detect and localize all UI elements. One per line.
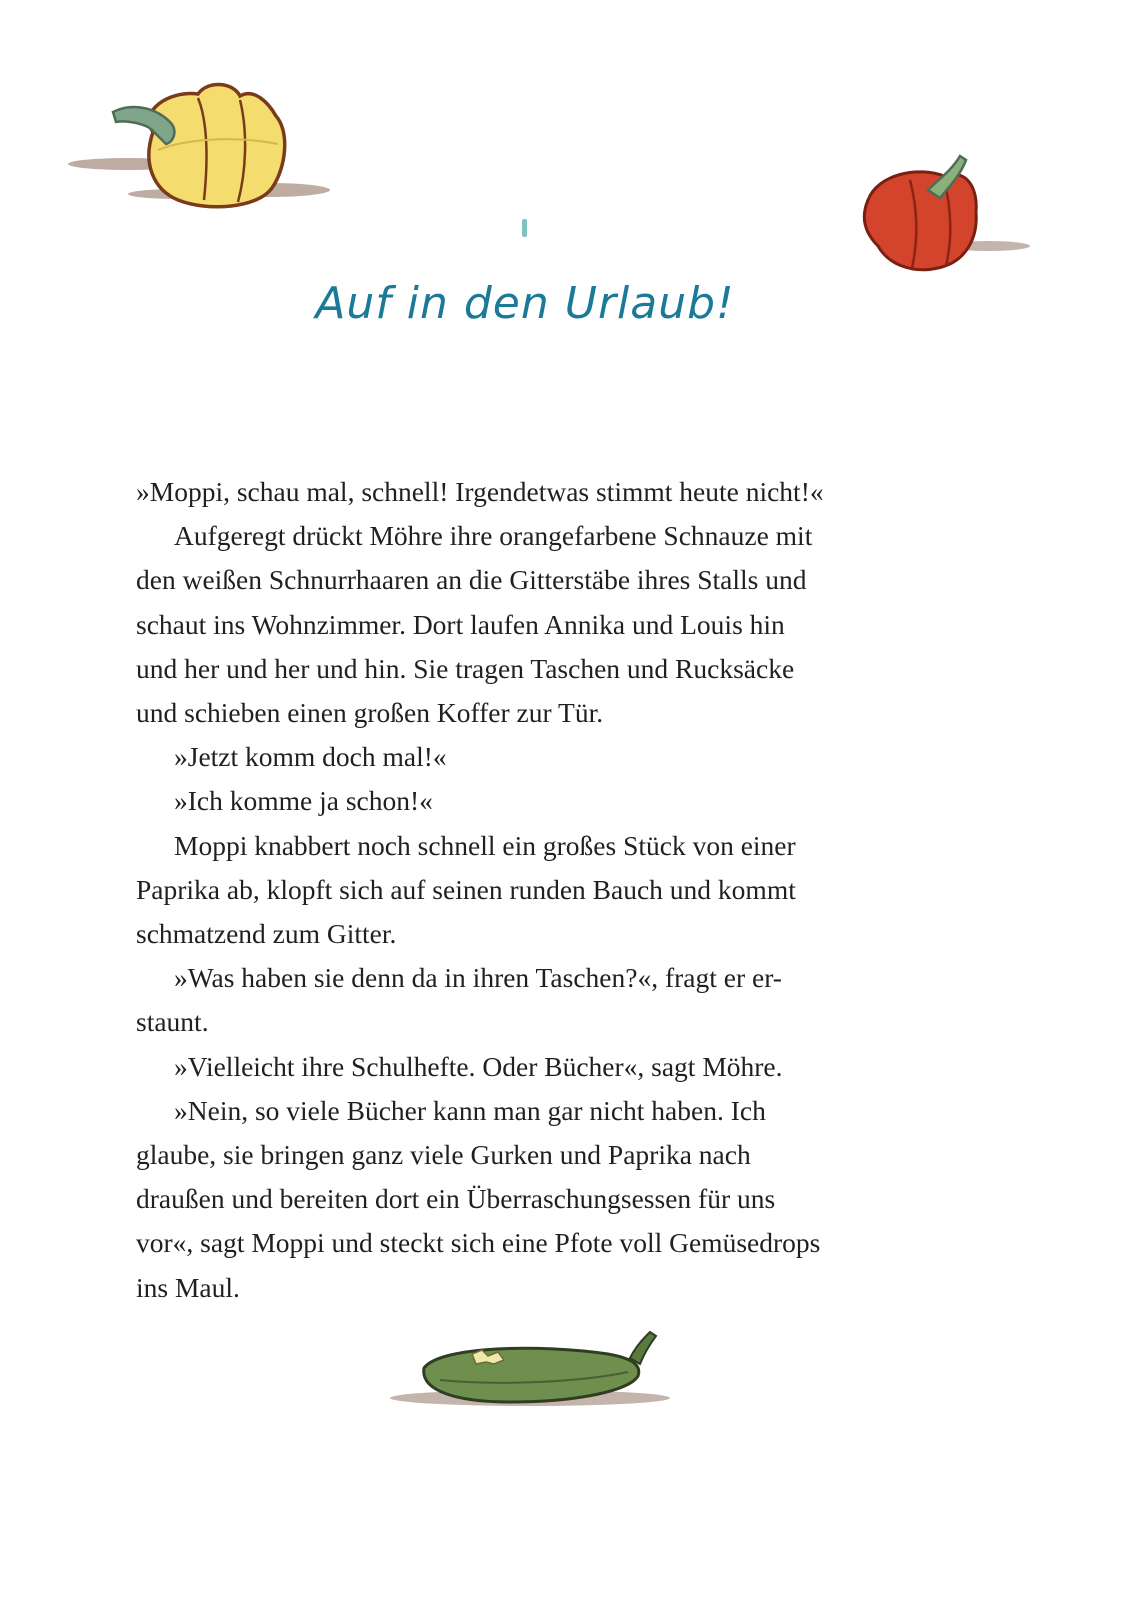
story-paragraph (136, 779, 926, 823)
story-paragraph (136, 514, 926, 735)
story-line: draußen und bereiten dort ein Überraschungsessen für uns (136, 1183, 776, 1215)
story-line: vor«, sagt Moppi und steckt sich eine Pfote voll Gemüsedrops (136, 1227, 821, 1259)
story-line: und schieben einen großen Koffer zur Tür. (136, 697, 604, 729)
story-line: glaube, sie bringen ganz viele Gurken und Paprika nach (136, 1139, 751, 1171)
story-line: Aufgeregt drückt Möhre ihre orangefarbene Schnauze mit (174, 520, 813, 552)
chapter-number (520, 218, 528, 240)
story-line: staunt. (136, 1006, 209, 1038)
story-paragraph (136, 470, 926, 514)
story-text (136, 470, 926, 1310)
red-pepper-illustration (848, 150, 1038, 285)
chapter-title: Auf in den Urlaub! (315, 278, 735, 329)
story-line: Moppi knabbert noch schnell ein großes Stück von einer (174, 829, 796, 861)
story-line: und her und her und hin. Sie tragen Taschen und Rucksäcke (136, 652, 795, 684)
story-line: »Was haben sie denn da in ihren Taschen?«, fragt er er- (174, 962, 782, 994)
story-line: schaut ins Wohnzimmer. Dort laufen Annika und Louis hin (136, 608, 785, 640)
story-line: ins Maul. (136, 1271, 240, 1303)
cucumber-illustration (380, 1320, 680, 1420)
story-line: schmatzend zum Gitter. (136, 918, 397, 950)
story-line: »Vielleicht ihre Schulhefte. Oder Bücher«, sagt Möhre. (174, 1050, 783, 1082)
story-line: den weißen Schnurrhaaren an die Gitterstäbe ihres Stalls und (136, 564, 807, 596)
chapter-number-text (522, 219, 527, 237)
story-line: »Jetzt komm doch mal!« (174, 741, 447, 773)
story-paragraph (136, 1045, 926, 1089)
story-line: Paprika ab, klopft sich auf seinen runden Bauch und kommt (136, 873, 796, 905)
story-paragraph (136, 735, 926, 779)
story-paragraph (136, 824, 926, 957)
story-paragraph (136, 1089, 926, 1310)
story-line: »Ich komme ja schon!« (174, 785, 433, 817)
yellow-pepper-illustration (58, 72, 338, 222)
story-line: »Moppi, schau mal, schnell! Irgendetwas stimmt heute nicht!« (136, 476, 824, 507)
story-paragraph (136, 956, 926, 1044)
story-line: »Nein, so viele Bücher kann man gar nicht haben. Ich (174, 1094, 766, 1126)
